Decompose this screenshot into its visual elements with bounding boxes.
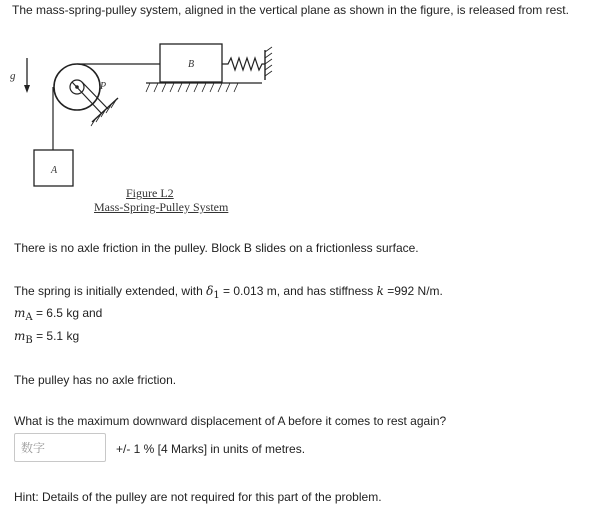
intro-text: The mass-spring-pulley system, aligned in the vertical plane as shown in the figure, is released from rest. bbox=[12, 3, 569, 17]
pulley-label: P bbox=[100, 81, 107, 92]
delta-symbol: δ bbox=[206, 284, 214, 298]
question-text: What is the maximum downward displacement of A before it comes to rest again? bbox=[14, 414, 447, 428]
block-b-label: B bbox=[188, 59, 195, 70]
answer-input[interactable] bbox=[14, 433, 106, 462]
k-symbol: k bbox=[376, 284, 384, 298]
mass-a-subscript: A bbox=[25, 312, 33, 323]
k-value: =992 N/m. bbox=[383, 284, 443, 298]
delta-subscript: 1 bbox=[213, 290, 220, 301]
mass-b-line bbox=[14, 328, 79, 346]
figure-caption-subtitle: Mass-Spring-Pulley System bbox=[94, 200, 229, 214]
mass-a-symbol: m bbox=[14, 306, 26, 320]
spring-prefix: The spring is initially extended, with bbox=[14, 284, 207, 298]
pulley-note-text: The pulley has no axle friction. bbox=[14, 373, 177, 387]
gravity-label: g bbox=[10, 70, 16, 82]
figure-caption-title: Figure L2 bbox=[126, 186, 174, 200]
mass-b-value: = 5.1 kg bbox=[32, 329, 80, 343]
block-a-label: A bbox=[51, 165, 58, 176]
mass-b-symbol: m bbox=[14, 329, 26, 343]
spring-info-line bbox=[14, 283, 443, 301]
mass-a-value: = 6.5 kg and bbox=[32, 306, 103, 320]
delta-value: = 0.013 m, and has stiffness bbox=[219, 284, 377, 298]
mass-spring-pulley-figure bbox=[0, 0, 611, 230]
hint-text: Hint: Details of the pulley are not required for this part of the problem. bbox=[14, 490, 382, 504]
tolerance-text: +/- 1 % [4 Marks] in units of metres. bbox=[116, 442, 306, 456]
mass-b-subscript: B bbox=[25, 335, 33, 346]
mass-a-line bbox=[14, 305, 102, 323]
axle-note-text: There is no axle friction in the pulley. Block B slides on a frictionless surface. bbox=[14, 241, 419, 255]
